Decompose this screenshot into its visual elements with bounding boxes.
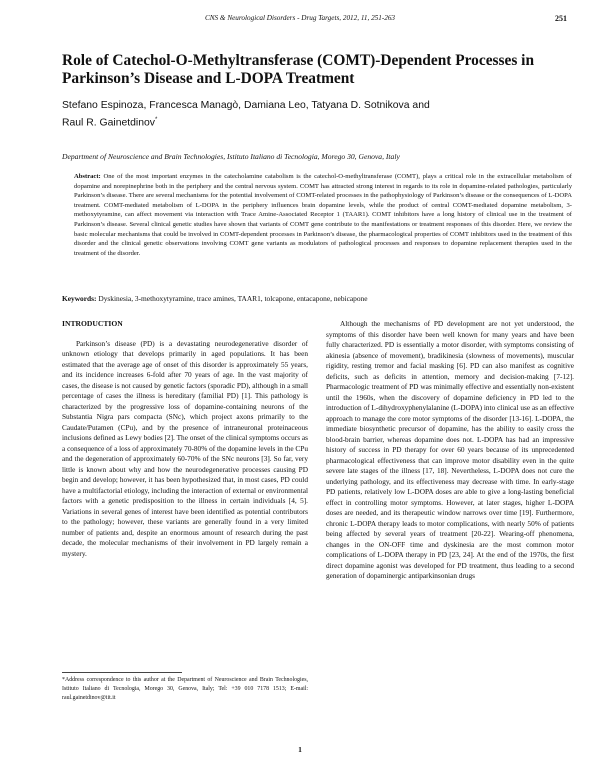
corresponding-author: Raul R. Gainetdinov bbox=[62, 117, 155, 129]
page-number-bottom: 1 bbox=[298, 745, 302, 754]
paragraph: Parkinson’s disease (PD) is a devastating neurodegenerative disorder of unknown etiology that develops primarily in aged populations. It has been estimated that the average age of onset of this disorder is approximately 55 years, and its incidence increases 6-fold after 70 years of age. In the vast majority of cases, the disease is not caused by genetic factors (sporadic PD), although in a small percentage of cases the illness is hereditary (familial PD) [1]. This pathology is characterized by the progressive loss of dopamine-containing neurons of the Substantia Nigra pars compacta (SNc), which project axons primarily to the Caudate/Putamen (CPu), and by the presence of intraneuronal proteinaceous inclusions defined as Lewy bodies [2]. The onset of the clinical symptoms occurs as a consequence of a loss of approximately 70-80% of the dopamine levels in the CPu and the degeneration of approximately 60-70% of the SNc neurons [3]. So far, very little is known about why and how the neurodegenerative processes causing PD begin and develop; however, it has been hypothesized that, in most cases, PD could have a multifactorial etiology, including the interaction of external or environmental factors with a genetic predisposition to the illness in certain individuals [4, 5]. Variations in several genes of interest have been identified as potential contributors to the pathology; however, these variants are generally found in a very limited number of patients and, despite an enormous amount of research during the past decade, the molecular mechanisms of their involvement in PD largely remain a mystery. bbox=[62, 338, 309, 558]
corresponding-mark: * bbox=[155, 117, 158, 123]
article-title: Role of Catechol-O-Methyltransferase (COMT)-Dependent Processes in Parkinson’s Disease and L-DOPA Treatment bbox=[62, 52, 535, 87]
affiliation: Department of Neuroscience and Brain Technologies, Istituto Italiano di Tecnologia, Morego 30, Genova, Italy bbox=[62, 152, 400, 161]
abstract-text: One of the most important enzymes in the catecholamine catabolism is the catechol-O-methyltransferase (COMT), plays a critical role in the extracellular metabolism of dopamine and norepinephrine both in the periphery and the central nervous system. COMT has attracted strong interest in regards to its role in dopamine-related pathologies, particularly Parkinson’s disease. There are several mechanisms for the potential involvement of COMT-related processes in the pathophysiology of Parkinson’s disease or the consequences of L-DOPA treatment. COMT-mediated metabolism of L-DOPA in the periphery influences brain dopamine levels, while the product of central COMT-mediated dopamine metabolism, 3-methoxytyramine, can affect movement via interaction with Trace Amine-Associated Receptor 1 (TAAR1). COMT inhibitors have a long history of clinical use in the treatment of Parkinson’s disease. Several clinical genetic studies have shown that variants of COMT gene contribute to the manifestations or treatment responses of this disorder. Here, we review the basic molecular mechanisms that could be involved in COMT-dependent processes in Parkinson’s disease, the pharmacological properties of COMT inhibitors used in the treatment of this disorder and the clinical genetic observations involving COMT gene variants as modulators of pathological processes and responses to dopamine replacement therapies used in the treatment of the disorder. bbox=[74, 173, 572, 257]
author-line-2 bbox=[62, 113, 482, 130]
keywords-text: Dyskinesia, 3-methoxytyramine, trace amines, TAAR1, tolcapone, entacapone, nebicapone bbox=[98, 294, 368, 303]
keywords bbox=[62, 294, 572, 304]
author-list bbox=[62, 98, 482, 130]
abstract bbox=[74, 172, 572, 258]
left-column bbox=[62, 319, 308, 559]
footnote-divider bbox=[62, 672, 182, 673]
author-line-1: Stefano Espinoza, Francesca Managò, Damiana Leo, Tatyana D. Sotnikova and bbox=[62, 100, 430, 111]
abstract-label: Abstract: bbox=[74, 173, 101, 180]
keywords-label: Keywords: bbox=[62, 294, 97, 303]
paragraph: Although the mechanisms of PD development are not yet understood, the symptoms of this disorder have been well known for many years and have been fully characterized. PD is essentially a motor disorder, with symptoms consisting of akinesia (absence of movement), bradikinesia (slowness of movements), muscular rigidity, resting tremor and facial masking [6]. PD can also manifest as cognitive deficits, such as deficits in attention, memory and decision-making [7-12]. Pharmacologic treatment of PD was minimally effective and essentially non-existent until the 1960s, when the discovery of dopamine deficiency in PD led to the introduction of L-dihydroxyphenylalanine (L-DOPA) into clinical use as an effective approach to manage the core motor symptoms of the disorder [13-16]. L-DOPA, the immediate biosynthetic precursor of dopamine, has the ability to easily cross the blood-brain barrier, whereas dopamine does not. L-DOPA has had an impressive history of success in PD therapy for over 60 years because of its unprecedented pharmacological effectiveness that can improve motor disability even in the quite severe late stages of the illness [17, 18]. Nevertheless, L-DOPA does not cure the underlying pathology, and its effectiveness may decrease with time. In early-stage PD patients, relatively low L-DOPA doses are able to give a long-lasting beneficial effect in controlling motor symptoms. However, at later stages, higher L-DOPA doses are needed, and its therapeutic window narrows over time [19]. Furthermore, chronic L-DOPA therapy leads to motor complications, with nearly 50% of patients being affected by several years of treatment [20-22]. Wearing-off phenomena, changes in the ON-OFF time and dyskinesia are the most common motor complications of L-DOPA therapy in PD [23, 24]. At the end of the 1970s, the first direct dopamine agonist was developed for PD treatment, thus leading to a second generation of dopaminergic antiparkinsonian drugs bbox=[326, 319, 574, 580]
running-header bbox=[0, 14, 600, 22]
section-heading-introduction: INTRODUCTION bbox=[62, 319, 123, 328]
journal-citation: CNS & Neurological Disorders - Drug Targets, 2012, 11, 251-263 bbox=[204, 14, 396, 22]
page-number-top: 251 bbox=[555, 14, 567, 23]
correspondence-footnote: *Address correspondence to this author at the Department of Neuroscience and Brain Technologies, Istituto Italiano di Tecnologia, Morego 30, Genova, Italy; Tel: +39 010 7178 1513; E-mail: raul.gainetdinov@iit.it bbox=[62, 677, 308, 701]
right-column bbox=[326, 319, 574, 582]
